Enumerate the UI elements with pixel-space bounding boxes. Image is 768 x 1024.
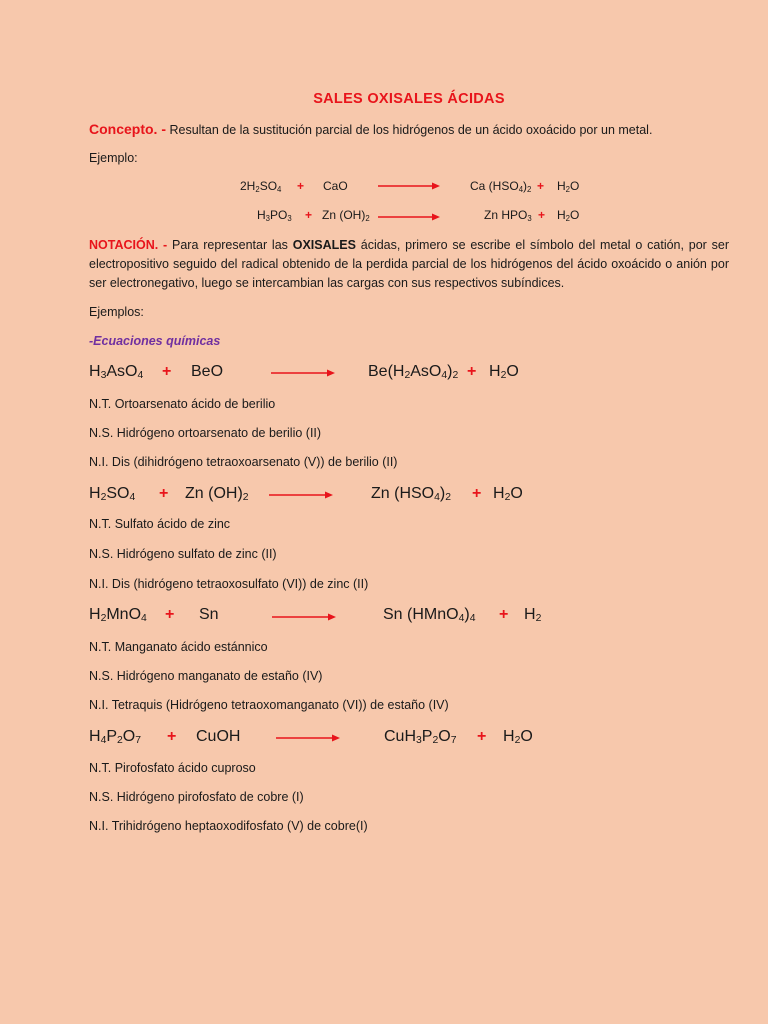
reaction1-nt: N.T. Ortoarsenato ácido de berilio: [89, 397, 276, 411]
intro-eq1-plus1: +: [297, 179, 305, 193]
reaction2-plus2: +: [472, 485, 482, 502]
reaction2-ns: N.S. Hidrógeno sulfato de zinc (II): [89, 547, 277, 561]
reaction4-product2: $H_2O$: [503, 728, 533, 746]
notation-paragraph: NOTACIÓN. - Para representar las OXISALES ácidas, primero se escribe el símbolo del metal o catión, por ser electropositivo seguido del radical obtenido de la perdida parcial de los hidrógenos del ácido oxoácido o anión por ser electronegativo, luego se intercambian las cargas con sus respectivos subíndices.: [89, 238, 730, 290]
intro-eq2-reactant2: Zn $(OH)_2$: [322, 208, 370, 223]
reaction3-reactant1: $H_2MnO_4$: [89, 606, 147, 624]
reaction1-reactant1: $H_3AsO_4$: [89, 363, 144, 381]
intro-eq1-plus2: +: [537, 179, 545, 193]
intro-eq2-plus2: +: [538, 208, 546, 222]
reaction1-product2: $H_2O$: [489, 363, 519, 381]
reaction4-product1: $CuH_3P_2O_7$: [384, 728, 457, 746]
section-label: -Ecuaciones químicas: [89, 334, 221, 348]
reaction3-reactant2: Sn: [199, 606, 219, 623]
reaction3-ns: N.S. Hidrógeno manganato de estaño (IV): [89, 669, 323, 683]
reaction4-ns: N.S. Hidrógeno pirofosfato de cobre (I): [89, 790, 304, 804]
reaction2-nt: N.T. Sulfato ácido de zinc: [89, 517, 231, 531]
reaction-arrow-icon: [378, 180, 440, 192]
reaction2-product2: $H_2O$: [493, 485, 523, 503]
reaction4-reactant1: $H_4P_2O_7$: [89, 728, 142, 746]
reaction1-plus2: +: [467, 363, 477, 380]
notation-bold-word: OXISALES: [292, 238, 356, 252]
reaction2-ni: N.I. Dis (hidrógeno tetraoxosulfato (VI)) de zinc (II): [89, 577, 369, 591]
reaction-arrow-icon: [276, 732, 340, 744]
reaction4-ni: N.I. Trihidrógeno heptaoxodifosfato (V) de cobre(I): [89, 819, 368, 833]
intro-eq1-product2: $H_2O$: [557, 179, 580, 194]
intro-eq2-product2: $H_2O$: [557, 208, 580, 223]
reaction-arrow-icon: [272, 611, 336, 623]
reaction-arrow-icon: [269, 489, 333, 501]
page-title: SALES OXISALES ÁCIDAS: [313, 91, 505, 107]
reaction2-plus1: +: [159, 485, 169, 502]
notation-label: NOTACIÓN. -: [89, 238, 168, 252]
intro-eq2-plus1: +: [305, 208, 313, 222]
reaction1-plus1: +: [162, 363, 172, 380]
concept-label: Concepto. -: [89, 121, 166, 137]
reaction3-ni: N.I. Tetraquis (Hidrógeno tetraoxomanganato (VI)) de estaño (IV): [89, 698, 449, 712]
intro-eq2-reactant1: $H_3PO_3$: [257, 208, 292, 223]
reaction3-product1: Sn $(HMnO_4)_4$: [383, 606, 476, 624]
intro-eq1-product1: Ca $(HSO_4)_2$: [470, 179, 532, 194]
concept-paragraph: [89, 120, 652, 140]
reaction2-reactant1: $H_2SO_4$: [89, 485, 136, 503]
reaction1-ns: N.S. Hidrógeno ortoarsenato de berilio (II): [89, 426, 322, 440]
reaction4-nt: N.T. Pirofosfato ácido cuproso: [89, 761, 256, 775]
reaction2-reactant2: Zn $(OH)_2$: [185, 485, 249, 503]
reaction4-reactant2: CuOH: [196, 728, 241, 745]
reaction4-plus2: +: [477, 728, 487, 745]
intro-eq1-reactant1: $2H_2SO_4$: [240, 179, 282, 194]
reaction1-reactant2: BeO: [191, 363, 224, 380]
examples-label: Ejemplos:: [89, 305, 144, 319]
reaction-arrow-icon: [378, 211, 440, 223]
reaction-arrow-icon: [271, 367, 335, 379]
intro-eq1-reactant2: CaO: [323, 179, 348, 193]
reaction3-nt: N.T. Manganato ácido estánnico: [89, 640, 268, 654]
intro-eq2-product1: Zn $HPO_3$: [484, 208, 532, 223]
reaction3-product2: $H_2$: [524, 606, 542, 624]
reaction3-plus2: +: [499, 606, 509, 623]
concept-text: Resultan de la sustitución parcial de los hidrógenos de un ácido oxoácido por un metal.: [166, 123, 653, 137]
reaction2-product1: Zn $(HSO_4)_2$: [371, 485, 452, 503]
example-label: Ejemplo:: [89, 151, 138, 165]
reaction1-product1: $Be(H_2AsO_4)_2$: [368, 363, 459, 381]
reaction1-ni: N.I. Dis (dihidrógeno tetraoxoarsenato (V)) de berilio (II): [89, 455, 398, 469]
reaction4-plus1: +: [167, 728, 177, 745]
reaction3-plus1: +: [165, 606, 175, 623]
